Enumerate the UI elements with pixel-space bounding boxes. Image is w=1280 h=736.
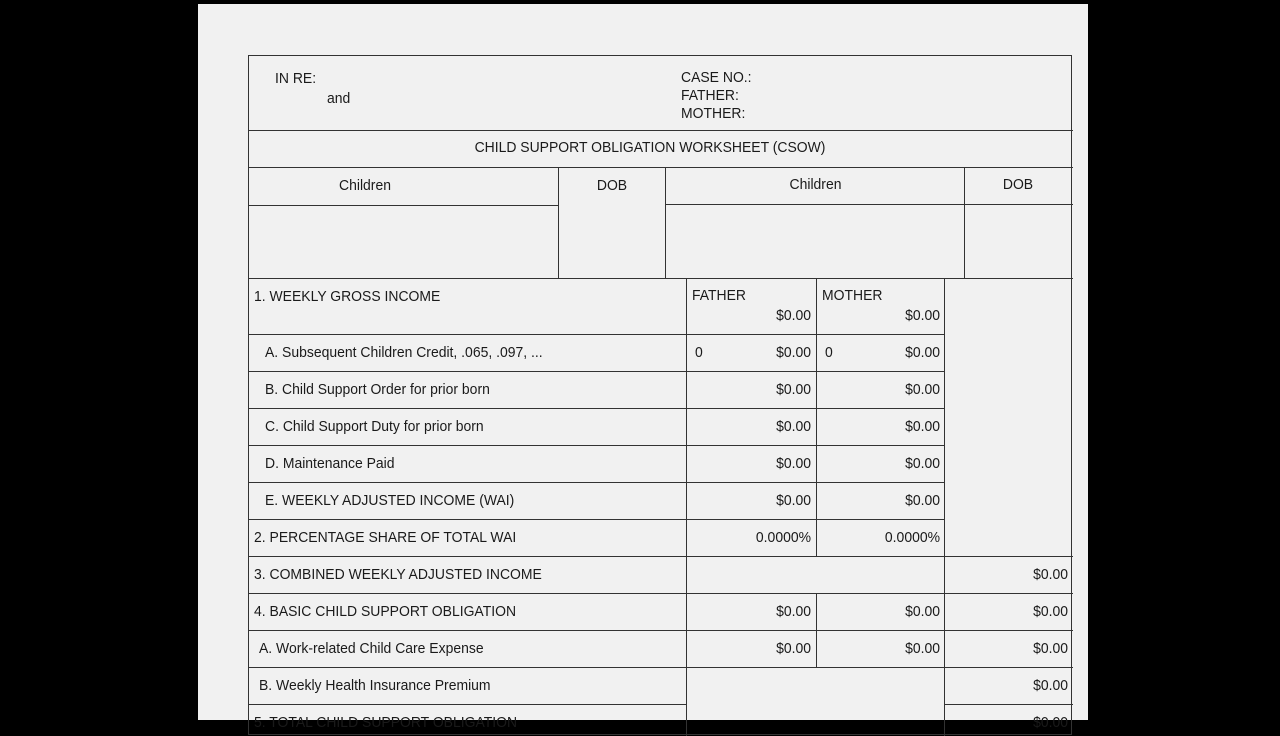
row-c-label: C. Child Support Duty for prior born	[265, 418, 484, 435]
row-2-father-value: 0.0000%	[755, 529, 811, 546]
row-4a-father-value: $0.00	[776, 640, 811, 657]
row-d-father-value: $0.00	[776, 455, 811, 472]
row-a-mother-count: 0	[825, 344, 833, 361]
row-1-mother-value: $0.00	[905, 307, 940, 324]
row-4-mother-value: $0.00	[905, 603, 940, 620]
row-5-total-value: $0.00	[1033, 714, 1068, 731]
row-3-total-value: $0.00	[1033, 566, 1068, 583]
row-2-mother-value: 0.0000%	[884, 529, 940, 546]
row-a-label: A. Subsequent Children Credit, .065, .097, ...	[265, 344, 543, 361]
dob-header-1: DOB	[596, 177, 628, 194]
dob-header-2: DOB	[1002, 176, 1034, 193]
row-5-label: 5. TOTAL CHILD SUPPORT OBLIGATION	[254, 714, 518, 731]
row-1-father-value: $0.00	[776, 307, 811, 324]
document-page	[198, 4, 1088, 731]
mother-column-header: MOTHER	[822, 287, 883, 304]
children-header-1: Children	[339, 177, 391, 194]
row-4a-label: A. Work-related Child Care Expense	[259, 640, 484, 657]
row-a-father-count: 0	[695, 344, 703, 361]
row-b-label: B. Child Support Order for prior born	[265, 381, 490, 398]
worksheet-title: CHILD SUPPORT OBLIGATION WORKSHEET (CSOW)	[474, 139, 826, 156]
children-header-2: Children	[789, 176, 842, 193]
row-1-label: 1. WEEKLY GROSS INCOME	[254, 288, 441, 305]
row-b-father-value: $0.00	[776, 381, 811, 398]
row-c-father-value: $0.00	[776, 418, 811, 435]
row-d-mother-value: $0.00	[905, 455, 940, 472]
row-b-mother-value: $0.00	[905, 381, 940, 398]
row-a-mother-value: $0.00	[905, 344, 940, 361]
row-4a-mother-value: $0.00	[905, 640, 940, 657]
row-2-label: 2. PERCENTAGE SHARE OF TOTAL WAI	[254, 529, 517, 546]
row-4-total-value: $0.00	[1033, 603, 1068, 620]
row-4-label: 4. BASIC CHILD SUPPORT OBLIGATION	[254, 603, 517, 620]
in-re-label: IN RE:	[275, 70, 317, 87]
row-e-label: E. WEEKLY ADJUSTED INCOME (WAI)	[265, 492, 515, 509]
csow-form	[248, 55, 1072, 735]
row-a-father-value: $0.00	[776, 344, 811, 361]
father-name-label: FATHER:	[681, 87, 739, 104]
row-e-father-value: $0.00	[776, 492, 811, 509]
father-column-header: FATHER	[692, 287, 746, 304]
row-4b-label: B. Weekly Health Insurance Premium	[259, 677, 491, 694]
mother-name-label: MOTHER:	[681, 105, 746, 122]
case-no-label: CASE NO.:	[681, 69, 752, 86]
row-3-label: 3. COMBINED WEEKLY ADJUSTED INCOME	[254, 566, 542, 583]
row-c-mother-value: $0.00	[905, 418, 940, 435]
row-4a-total-value: $0.00	[1033, 640, 1068, 657]
row-4b-total-value: $0.00	[1033, 677, 1068, 694]
and-label: and	[327, 90, 351, 107]
row-e-mother-value: $0.00	[905, 492, 940, 509]
row-d-label: D. Maintenance Paid	[265, 455, 395, 472]
row-4-father-value: $0.00	[776, 603, 811, 620]
